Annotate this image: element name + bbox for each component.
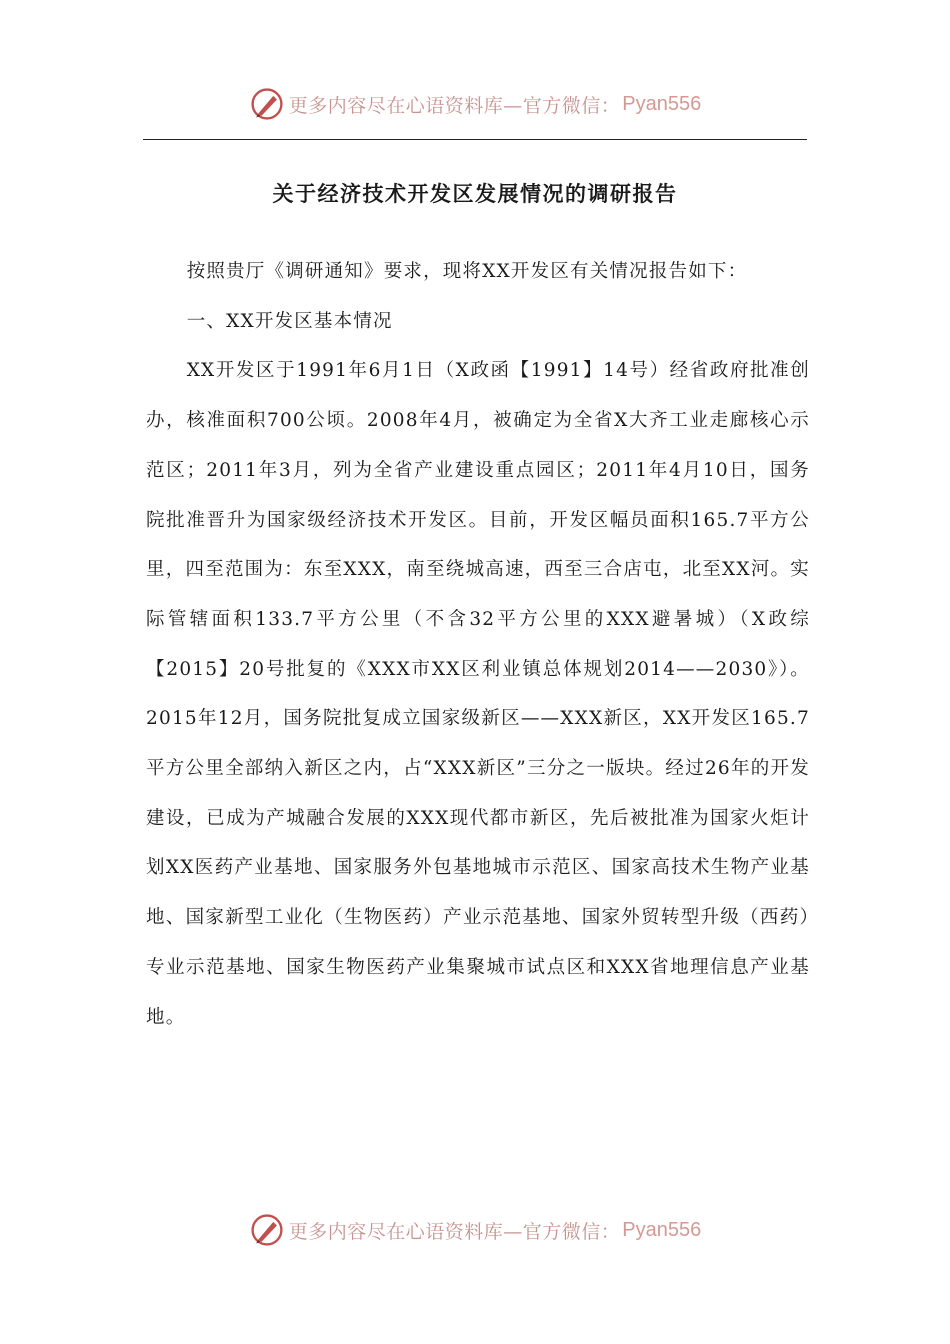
paragraph-basic-info: XX开发区于1991年6月1日（X政函【1991】14号）经省政府批准创办，核准面积700公顷。2008年4月，被确定为全省X大齐工业走廊核心示范区；2011年3月，列为全省产业建设重点园区；2011年4月10日，国务院批准晋升为国家级经济技术开发区。目前，开发区幅员面积165.7平方公里，四至范围为：东至XXX，南至绕城高速，西至三合店屯，北至XX河。实际管辖面积133.7平方公里（不含32平方公里的XXX避暑城）（X政综【2015】20号批复的《XXX市XX区利业镇总体规划2014——2030》）。2015年12月，国务院批复成立国家级新区——XXX新区，XX开发区165.7平方公里全部纳入新区之内，占“XXX新区”三分之一版块。经过26年的开发建设，已成为产城融合发展的XXX现代都市新区，先后被批准为国家火炬计划XX医药产业基地、国家服务外包基地城市示范区、国家高技术生物产业基地、国家新型工业化（生物医药）产业示范基地、国家外贸转型升级（西药）专业示范基地、国家生物医药产业集聚城市试点区和XXX省地理信息产业基地。 [146, 360, 810, 1028]
document-title: 关于经济技术开发区发展情况的调研报告 [272, 182, 678, 206]
section-heading-1: 一、XX开发区基本情况 [186, 310, 393, 332]
footer-watermark [0, 1208, 950, 1252]
pen-circle-logo-icon [249, 86, 285, 122]
paragraph-intro: 按照贵厅《调研通知》要求，现将XX开发区有关情况报告如下： [186, 261, 748, 282]
header-watermark [0, 82, 950, 126]
watermark-text: 更多内容尽在心语资料库—官方微信： [288, 94, 621, 117]
watermark-text: 更多内容尽在心语资料库—官方微信： [288, 1220, 621, 1243]
watermark-wechat-id: Pyan556 [622, 92, 702, 115]
watermark-wechat-id: Pyan556 [622, 1218, 702, 1241]
header-divider [143, 139, 807, 140]
pen-circle-logo-icon [249, 1212, 285, 1248]
document-body [146, 247, 810, 1042]
